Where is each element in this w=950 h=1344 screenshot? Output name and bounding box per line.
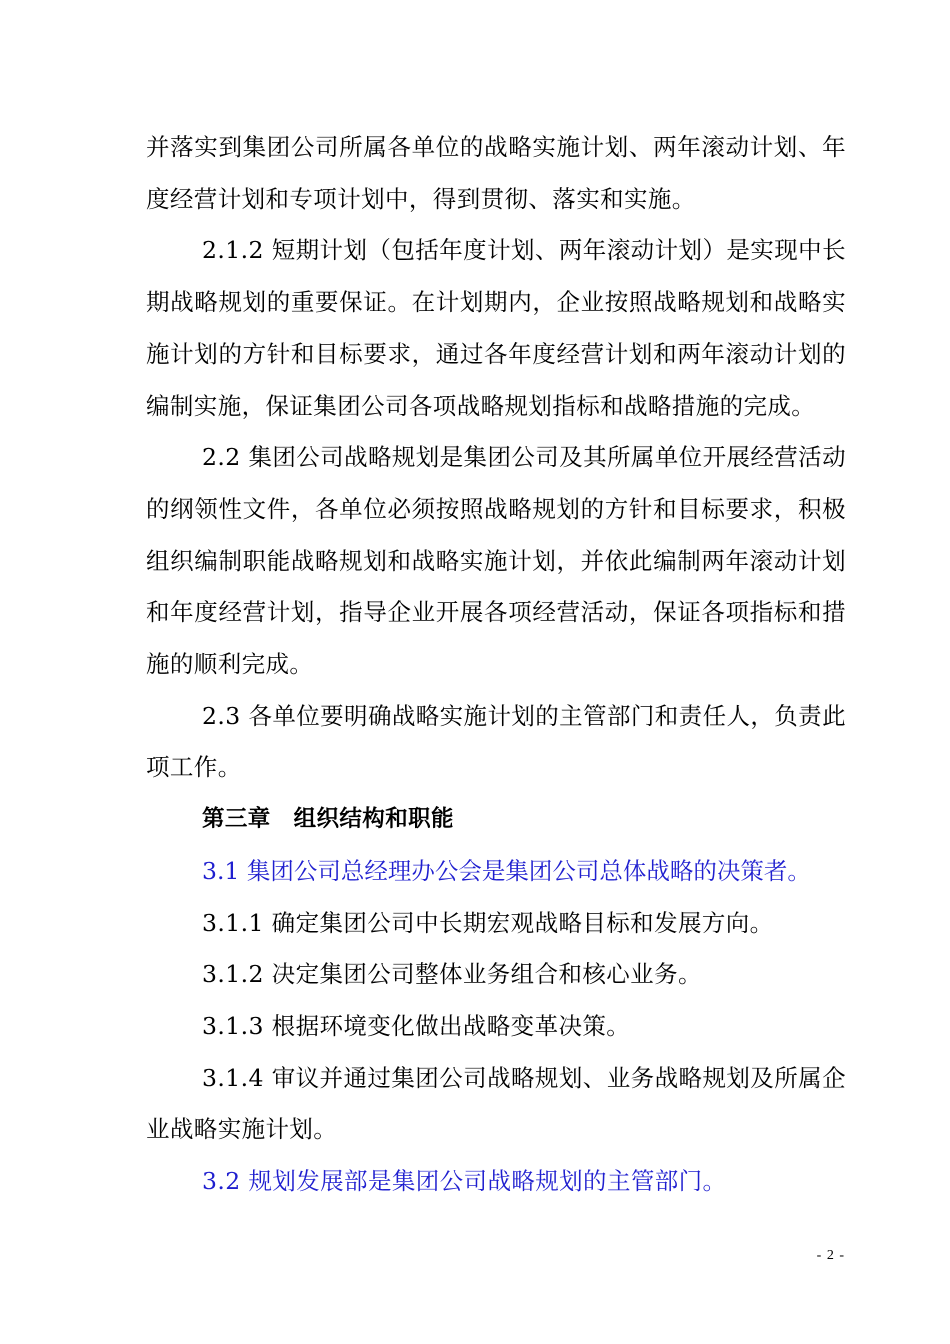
paragraph-continuation: 并落实到集团公司所属各单位的战略实施计划、两年滚动计划、年度经营计划和专项计划中，得到贯彻、落实和实施。 [146,133,846,213]
paragraph-2-3: 2.3 各单位要明确战略实施计划的主管部门和责任人，负责此项工作。 [146,701,846,782]
chapter-heading: 第三章 组织结构和职能 [202,806,454,833]
item-3-1-1: 3.1.1 确定集团公司中长期宏观战略目标和发展方向。 [202,908,774,937]
item-3-1-2: 3.1.2 决定集团公司整体业务组合和核心业务。 [202,960,702,989]
section-3-1: 3.1 集团公司总经理办公会是集团公司总体战略的决策者。 [202,856,811,885]
item-3-1-3: 3.1.3 根据环境变化做出战略变革决策。 [202,1011,631,1040]
paragraph-2-2: 2.2 集团公司战略规划是集团公司及其所属单位开展经营活动的纲领性文件，各单位必须按照战略规划的方针和目标要求，积极组织编制职能战略规划和战略实施计划，并依此编制两年滚动计划和年度经营计划，指导企业开展各项经营活动，保证各项指标和措施的顺利完成。 [146,443,846,679]
page-number: - 2 - [816,1248,845,1263]
section-3-2: 3.2 规划发展部是集团公司战略规划的主管部门。 [202,1167,727,1196]
item-3-1-4: 3.1.4 审议并通过集团公司战略规划、业务战略规划及所属企业战略实施计划。 [146,1063,846,1144]
document-body [146,122,846,1208]
paragraph-2-1-2: 2.1.2 短期计划（包括年度计划、两年滚动计划）是实现中长期战略规划的重要保证。在计划期内，企业按照战略规划和战略实施计划的方针和目标要求，通过各年度经营计划和两年滚动计划的编制实施，保证集团公司各项战略规划指标和战略措施的完成。 [146,236,846,420]
